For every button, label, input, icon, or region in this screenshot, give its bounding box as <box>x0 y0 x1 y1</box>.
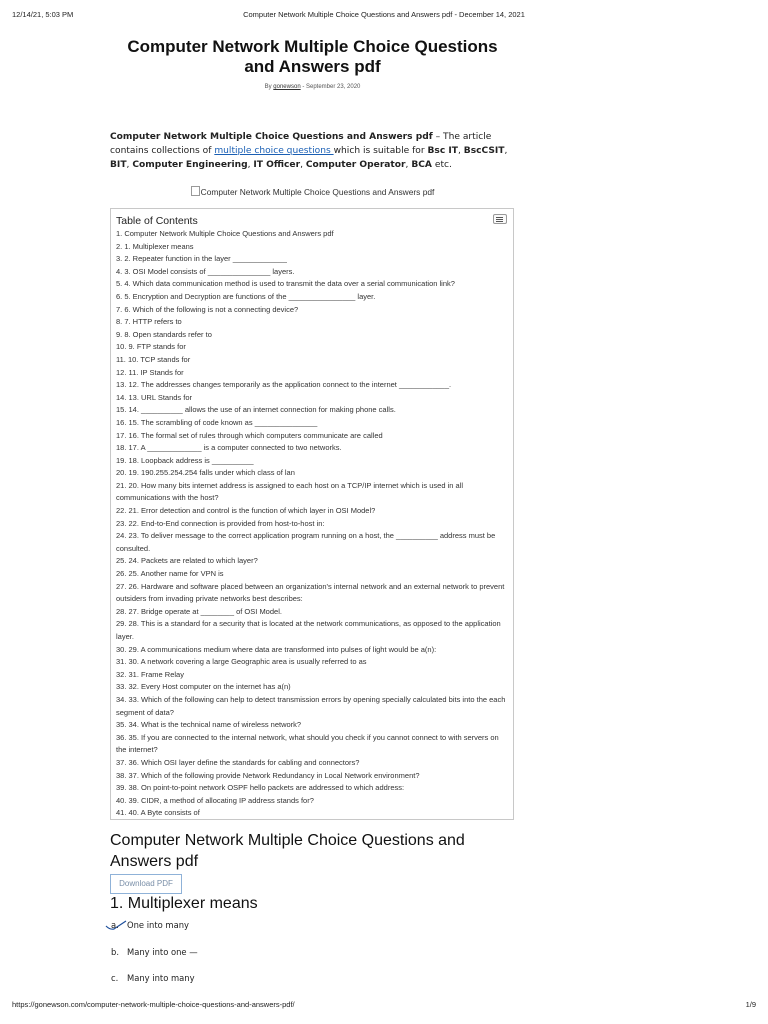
intro-dash: – <box>432 132 444 142</box>
answer-option[interactable] <box>111 973 195 983</box>
audience-it-officer: IT Officer <box>253 159 301 170</box>
section-heading: Computer Network Multiple Choice Questions and Answers pdf <box>110 832 465 870</box>
answer-option[interactable] <box>111 920 189 930</box>
toc-item[interactable]: 1. Computer Network Multiple Choice Questions and Answers pdf <box>116 229 334 238</box>
toc-item[interactable]: 27. 26. Hardware and software placed between an organization's internal network and an external network to prevent outsiders from invading private networks best describes: <box>116 581 505 604</box>
toc-item[interactable]: 11. 10. TCP stands for <box>116 354 191 364</box>
audience-bsccsit: BscCSIT <box>463 145 505 156</box>
toc-title: Table of Contents <box>116 215 198 227</box>
toc-item[interactable]: 22. 21. Error detection and control is the function of which layer in OSI Model? <box>116 506 376 516</box>
option-letter: c. <box>111 973 119 983</box>
option-letter: b. <box>111 947 119 957</box>
toc-toggle-button[interactable] <box>493 214 507 224</box>
toc-item[interactable]: 29. 28. This is a standard for a security that is located at the network communications, as opposed to the application layer. <box>116 619 501 641</box>
toc-item[interactable]: 21. 20. How many bits internet address is assigned to each host on a TCP/IP internet which is used in all communications with the host? <box>116 480 463 503</box>
option-text: Many into one — <box>127 947 198 957</box>
toc-item[interactable]: 20. 19. 190.255.254.254 falls under which class of lan <box>116 468 295 478</box>
option-text: Many into many <box>127 973 195 983</box>
toc-item[interactable]: 23. 22. End-to-End connection is provided from host-to-host in: <box>116 518 325 528</box>
toc-item[interactable]: 36. 35. If you are connected to the internal network, what should you check if you cannot connect to with servers on the internet? <box>116 732 499 755</box>
toc-item[interactable]: 19. 18. Loopback address is __________ <box>116 455 254 465</box>
comma: , <box>126 159 133 170</box>
toc-item[interactable]: 32. 31. Frame Relay <box>116 669 184 679</box>
toc-item[interactable]: 40. 39. CIDR, a method of allocating IP address stands for? <box>116 795 314 805</box>
toc-item[interactable]: 26. 25. Another name for VPN is <box>116 569 224 579</box>
publish-date: September 23, 2020 <box>306 84 361 90</box>
intro-bold-title: Computer Network Multiple Choice Questions and Answers pdf <box>110 132 433 142</box>
option-text: One into many <box>127 920 189 930</box>
download-pdf-button[interactable]: Download PDF <box>110 874 182 894</box>
toc-item[interactable]: 30. 29. A communications medium where data are transformed into pulses of light would be a(n): <box>116 644 437 654</box>
table-of-contents <box>110 208 514 820</box>
toc-item[interactable]: 15. 14. __________ allows the use of an internet connection for making phone calls. <box>116 405 396 415</box>
intro-text-2: which is suitable for <box>333 145 428 156</box>
toc-item[interactable]: 7. 6. Which of the following is not a connecting device? <box>116 304 299 314</box>
audience-bsc-it: Bsc IT <box>427 145 458 156</box>
intro-text: The article contains collections of <box>110 132 492 156</box>
toc-item[interactable]: 38. 37. Which of the following provide Network Redundancy in Local Network environment? <box>116 770 420 780</box>
print-doc-title: Computer Network Multiple Choice Questions and Answers pdf - December 14, 2021 <box>243 10 525 19</box>
toc-item[interactable]: 33. 32. Every Host computer on the internet has a(n) <box>116 682 291 692</box>
comma: , <box>405 159 412 170</box>
toc-item[interactable]: 9. 8. Open standards refer to <box>116 329 212 339</box>
mcq-link[interactable]: multiple choice questions <box>214 145 334 156</box>
broken-image-icon <box>191 186 200 196</box>
toc-item[interactable]: 28. 27. Bridge operate at ________ of OSI Model. <box>116 606 282 616</box>
byline-separator: - <box>302 84 305 90</box>
comma: , <box>457 145 464 156</box>
audience-bit: BIT <box>110 159 127 170</box>
toc-item[interactable]: 41. 40. A Byte consists of <box>116 808 200 818</box>
toc-item[interactable]: 14. 13. URL Stands for <box>116 392 193 402</box>
toc-item[interactable]: 6. 5. Encryption and Decryption are functions of the ________________ layer. <box>116 291 376 301</box>
print-footer <box>12 1000 756 1010</box>
toc-item[interactable]: 2. 1. Multiplexer means <box>116 241 194 251</box>
audience-computer-operator: Computer Operator <box>305 159 406 170</box>
option-letter: a. <box>111 920 119 930</box>
byline <box>110 84 515 90</box>
comma: , <box>247 159 254 170</box>
toc-item[interactable]: 5. 4. Which data communication method is used to transmit the data over a serial communication link? <box>116 279 455 289</box>
toc-item[interactable]: 10. 9. FTP stands for <box>116 342 186 352</box>
toc-item[interactable]: 37. 36. Which OSI layer define the standards for cabling and connectors? <box>116 757 360 767</box>
answer-option[interactable] <box>111 947 198 957</box>
toc-item[interactable]: 17. 16. The formal set of rules through which computers communicate are called <box>116 430 383 440</box>
toc-item[interactable]: 8. 7. HTTP refers to <box>116 317 182 327</box>
byline-prefix: By <box>264 84 272 90</box>
print-datetime: 12/14/21, 5:03 PM <box>12 10 74 19</box>
toc-item[interactable]: 35. 34. What is the technical name of wireless network? <box>116 720 302 730</box>
intro-etc: etc. <box>431 159 452 170</box>
audience-computer-engineering: Computer Engineering <box>132 159 248 170</box>
image-alt-text: Computer Network Multiple Choice Questions and Answers pdf <box>200 187 435 197</box>
author-link[interactable]: gonewson <box>273 84 301 90</box>
comma: , <box>300 159 306 170</box>
print-header <box>12 10 756 20</box>
toc-item[interactable]: 12. 11. IP Stands for <box>116 367 184 377</box>
intro-paragraph <box>110 131 515 172</box>
toc-item[interactable]: 3. 2. Repeater function in the layer _____________ <box>116 254 287 264</box>
toc-item[interactable]: 39. 38. On point-to-point network OSPF hello packets are addressed to which address: <box>116 783 405 793</box>
question-heading: 1. Multiplexer means <box>110 895 258 912</box>
toc-item[interactable]: 31. 30. A network covering a large Geographic area is usually referred to as <box>116 657 367 667</box>
toc-item[interactable]: 16. 15. The scrambling of code known as _______________ <box>116 417 318 427</box>
toc-item[interactable]: 4. 3. OSI Model consists of _______________ layers. <box>116 266 295 276</box>
page-number: 1/9 <box>745 1000 756 1009</box>
comma: , <box>504 145 508 156</box>
toc-item[interactable]: 34. 33. Which of the following can help to detect transmission errors by opening specially calculated bits into the each segment of data? <box>116 694 506 717</box>
toc-item[interactable]: 24. 23. To deliver message to the correct application program running on a host, the __________ address must be consulted. <box>116 531 496 553</box>
article-image <box>110 186 515 197</box>
toc-list <box>116 228 508 820</box>
page-url: https://gonewson.com/computer-network-multiple-choice-questions-and-answers-pdf/ <box>12 1000 295 1009</box>
page-title: Computer Network Multiple Choice Questions and Answers pdf <box>127 37 498 76</box>
toc-item[interactable]: 18. 17. A _____________ is a computer connected to two networks. <box>116 443 342 453</box>
audience-bca: BCA <box>411 159 432 170</box>
toc-item[interactable]: 13. 12. The addresses changes temporarily as the application connect to the internet ____________. <box>116 380 452 390</box>
toc-item[interactable]: 25. 24. Packets are related to which layer? <box>116 556 258 566</box>
